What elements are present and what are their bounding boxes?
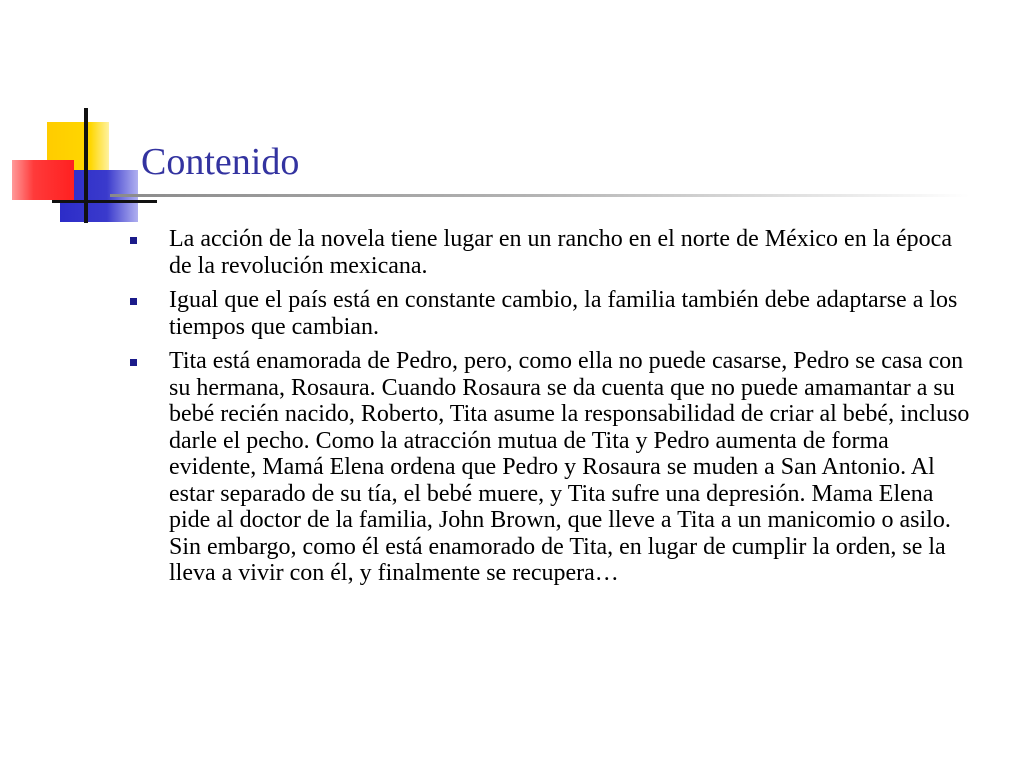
- bullet-text: Igual que el país está en constante cambio, la familia también debe adaptarse a los tiempos que cambian.: [169, 287, 958, 340]
- vertical-line: [84, 108, 88, 223]
- red-square: [12, 160, 74, 200]
- bullet-list: [130, 226, 970, 595]
- bullet-text: Tita está enamorada de Pedro, pero, como ella no puede casarse, Pedro se casa con su hermana, Rosaura. Cuando Rosaura se da cuenta que no puede amamantar a su bebé recién nacido, Roberto, Tita asume la responsabilidad de criar al bebé, incluso darle el pecho. Como la atracción mutua de Tita y Pedro aumenta de forma evidente, Mamá Elena ordena que Pedro y Rosaura se muden a San Antonio. Al estar separado de su tía, el bebé muere, y Tita sufre una depresión. Mama Elena pide al doctor de la familia, John Brown, que lleve a Tita a un manicomio o asilo. Sin embargo, como él está enamorado de Tita, en lugar de cumplir la orden, se la lleva a vivir con él, y finalmente se recupera…: [169, 348, 970, 586]
- bullet-item: [130, 287, 970, 340]
- bullet-item: [130, 348, 970, 587]
- square-bullet-icon: [130, 237, 137, 244]
- square-bullet-icon: [130, 298, 137, 305]
- bullet-item: [130, 226, 970, 279]
- bullet-text: La acción de la novela tiene lugar en un rancho en el norte de México en la época de la revolución mexicana.: [169, 226, 952, 279]
- square-bullet-icon: [130, 359, 137, 366]
- title-divider: [110, 194, 970, 197]
- horizontal-line: [52, 200, 157, 203]
- slide-title: Contenido: [141, 141, 300, 183]
- decorative-squares: [0, 100, 160, 230]
